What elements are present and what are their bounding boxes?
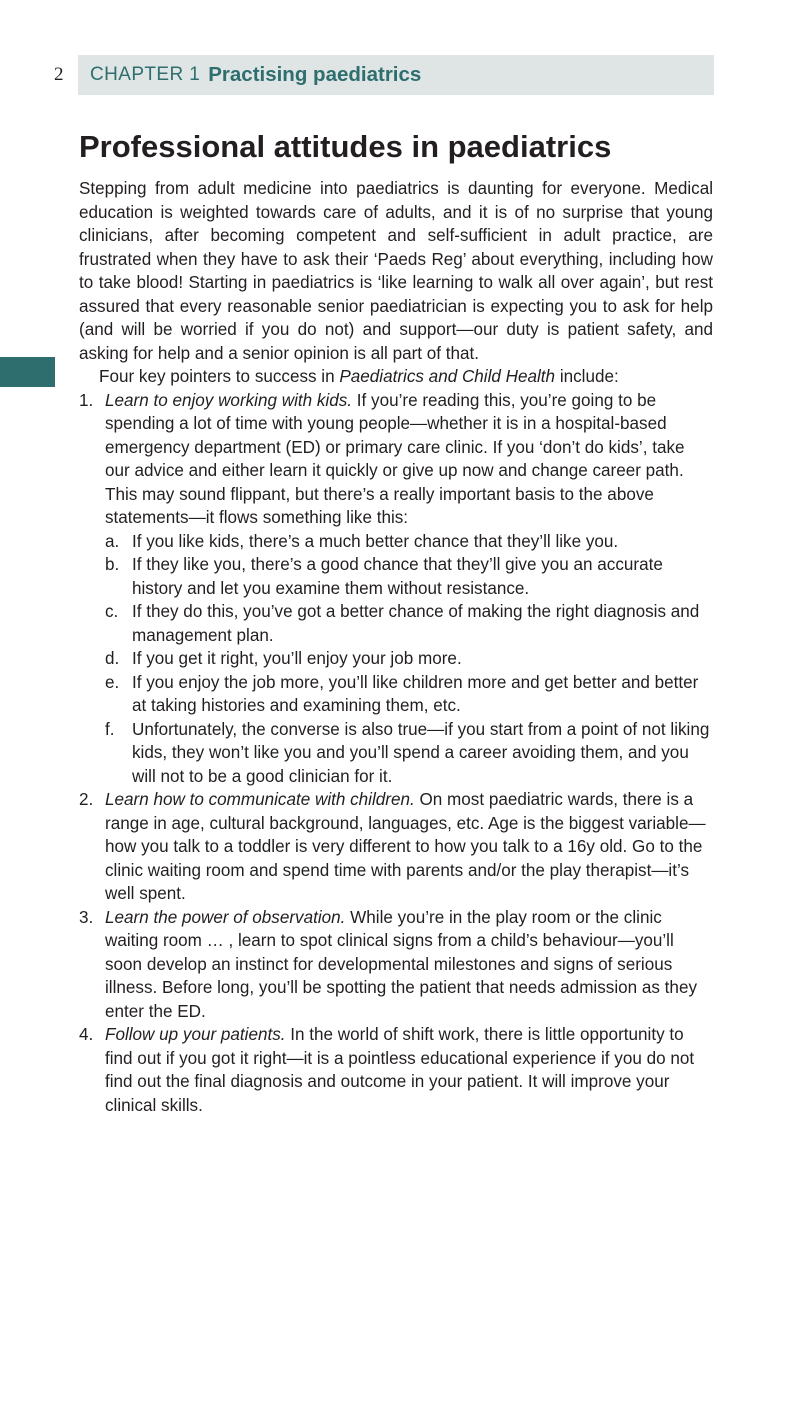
list-number: 4. [79, 1025, 94, 1044]
list-item [79, 389, 713, 789]
sub-item-text: If you enjoy the job more, you’ll like children more and get better and better at taking histories and examining them, etc. [132, 672, 699, 715]
chapter-title: Practising paediatrics [208, 63, 422, 86]
sub-list-item [105, 671, 713, 718]
sub-list-marker: e. [105, 672, 120, 692]
sub-list-item [105, 553, 713, 600]
item-lead: Learn how to communicate with children. [105, 790, 415, 809]
sub-list-marker: c. [105, 602, 119, 621]
section-title: Professional attitudes in paediatrics [79, 129, 612, 164]
sub-list-item [105, 600, 713, 647]
chapter-header [78, 55, 714, 95]
sub-item-text: If you get it right, you’ll enjoy your job more. [132, 649, 462, 668]
body-text [79, 177, 713, 1117]
chapter-thumb-tab [0, 357, 55, 387]
sub-list-item [105, 530, 713, 554]
list-number: 1. [79, 390, 94, 410]
key-pointers-after: include: [555, 367, 619, 386]
item-text: On most paediatric wards, there is a range in age, cultural background, languages, etc. Age is the biggest variable—how you talk to a toddler is very different to how you talk to a 16y old. Go to the clinic waiting room and spend time with parents and/or the play therapist—it’s well spent. [105, 790, 706, 903]
book-title-reference: Paediatrics and Child Health [339, 367, 556, 386]
sub-list-marker: b. [105, 555, 120, 574]
sub-list [105, 530, 713, 789]
item-text: While you’re in the play room or the clinic waiting room … , learn to spot clinical signs from a child’s behaviour—you’ll soon develop an instinct for developmental milestones and signs of serious illness. Before long, you’ll be spotting the patient that needs admission as they enter the ED. [105, 907, 697, 1021]
sub-item-text: If you like kids, there’s a much better chance that they’ll like you. [132, 531, 619, 551]
sub-list-marker: f. [105, 719, 115, 739]
list-item [79, 788, 713, 906]
sub-item-text: If they like you, there’s a good chance that they’ll give you an accurate history and let you examine them without resistance. [132, 555, 663, 598]
sub-list-marker: d. [105, 649, 120, 668]
item-lead: Learn the power of observation. [105, 907, 346, 927]
list-item [79, 906, 713, 1024]
list-number: 3. [79, 907, 94, 927]
chapter-label: CHAPTER 1 [90, 64, 201, 85]
item-lead: Learn to enjoy working with kids. [105, 390, 353, 410]
sub-item-text: If they do this, you’ve got a better chance of making the right diagnosis and management plan. [132, 602, 700, 645]
list-item [79, 1023, 713, 1117]
sub-item-text: Unfortunately, the converse is also true—if you start from a point of not liking kids, they won’t like you and you’ll spend a career avoiding them, and you will not to be a good clinician for it. [132, 719, 710, 786]
item-lead: Follow up your patients. [105, 1025, 286, 1044]
sub-list-marker: a. [105, 531, 120, 551]
page-number: 2 [54, 64, 64, 85]
key-pointers-intro [79, 365, 713, 389]
item-text: In the world of shift work, there is little opportunity to find out if you got it right—it is a pointless educational experience if you do not find out the final diagnosis and outcome in your patient. It will improve your clinical skills. [105, 1025, 695, 1115]
key-pointers-before: Four key pointers to success in [99, 367, 340, 386]
pointers-list [79, 389, 713, 1118]
sub-list-item [105, 718, 713, 789]
intro-paragraph: Stepping from adult medicine into paediatrics is daunting for everyone. Medical education is weighted towards care of adults, and it is of no surprise that young clinicians, after becoming competent and self-sufficient in adult practice, are frustrated when they have to ask their ‘Paeds Reg’ about everything, including how to take blood! Starting in paediatrics is ‘like learning to walk all over again’, but rest assured that every reasonable senior paediatrician is expecting you to ask for help (and will be worried if you do not) and support—our duty is patient safety, and asking for help and a senior opinion is all part of that. [79, 179, 713, 363]
item-text: If you’re reading this, you’re going to be spending a lot of time with young people—whether it is in a hospital-based emergency department (ED) or primary care clinic. If you ‘don’t do kids’, take our advice and either learn it quickly or give up now and change career path. This may sound flippant, but there’s a really important basis to the above statements—it flows something like this: [105, 390, 685, 527]
list-number: 2. [79, 790, 94, 809]
sub-list-item [105, 647, 713, 671]
